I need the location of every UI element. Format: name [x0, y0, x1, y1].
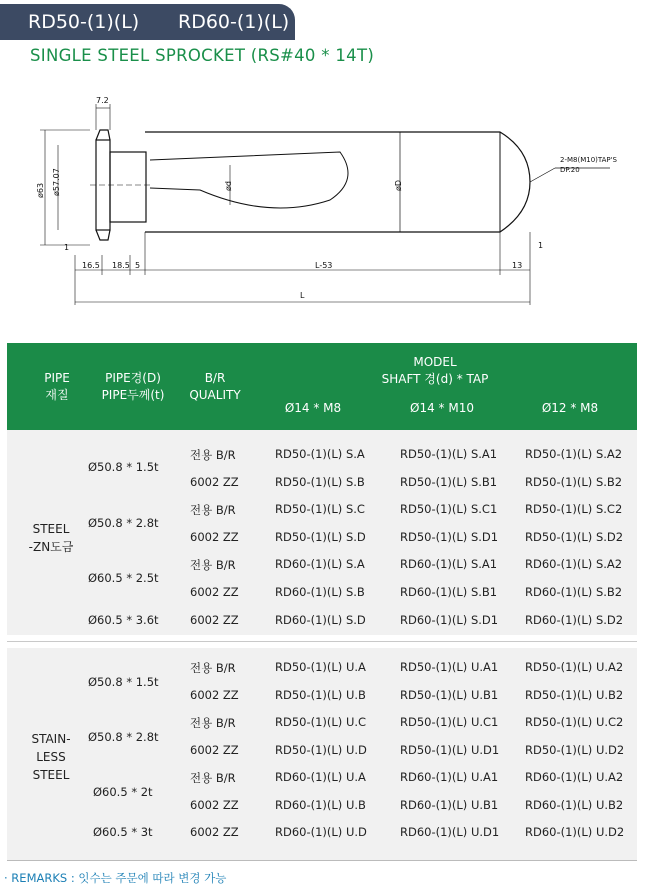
model-cell: RD50-(1)(L) S.B [275, 475, 365, 489]
model-cell: RD50-(1)(L) U.D2 [525, 743, 625, 757]
br-cell: 6002 ZZ [190, 825, 239, 839]
model-cell: RD50-(1)(L) U.B [275, 688, 366, 702]
model-cell: RD50-(1)(L) S.A1 [400, 447, 498, 461]
header-pipe-diameter: PIPE경(D) PIPE두께(t) [101, 371, 165, 402]
model-cell: RD50-(1)(L) U.B2 [525, 688, 624, 702]
dim-5: 5 [135, 261, 141, 270]
header-shaft-2: Ø14 * M10 [410, 401, 474, 415]
model-cell: RD50-(1)(L) U.C [275, 715, 367, 729]
model-cell: RD60-(1)(L) U.B2 [525, 798, 624, 812]
br-cell: 전용 B/R [190, 503, 236, 517]
table-bottom-border [7, 860, 637, 861]
dim-16-5: 16.5 [82, 261, 100, 270]
dim-l53: L-53 [315, 261, 333, 270]
br-cell: 6002 ZZ [190, 688, 239, 702]
br-cell: 전용 B/R [190, 661, 236, 675]
model-cell: RD60-(1)(L) U.A2 [525, 770, 624, 784]
model-cell: RD50-(1)(L) U.D [275, 743, 367, 757]
header-shaft-3: Ø12 * M8 [541, 401, 599, 415]
group-divider [7, 641, 637, 642]
header-pipe: PIPE 재질 [44, 371, 70, 402]
dim-57-07: ø57.07 [52, 168, 61, 196]
header-model: MODEL SHAFT 경(d) * TAP [381, 355, 489, 386]
technical-drawing [30, 90, 630, 315]
dim-63: ø63 [36, 182, 45, 198]
model-cell: RD50-(1)(L) S.A [275, 447, 365, 461]
br-cell: 전용 B/R [190, 448, 236, 462]
tap-note-2: DP.20 [560, 166, 580, 174]
model-cell: RD60-(1)(L) U.A1 [400, 770, 499, 784]
model-title-right: RD60-(1)(L) [178, 11, 290, 33]
model-cell: RD60-(1)(L) U.A [275, 770, 366, 784]
model-cell: RD60-(1)(L) S.D2 [525, 613, 624, 627]
model-cell: RD60-(1)(L) S.B [275, 585, 365, 599]
model-cell: RD50-(1)(L) S.A2 [525, 447, 623, 461]
model-cell: RD60-(1)(L) U.D [275, 825, 367, 839]
model-cell: RD60-(1)(L) U.B [275, 798, 366, 812]
br-cell: 6002 ZZ [190, 585, 239, 599]
dim-13: 13 [512, 261, 523, 270]
br-cell: 전용 B/R [190, 771, 236, 785]
remarks-note: · REMARKS : 잇수는 주문에 따라 변경 가능 [4, 871, 227, 885]
br-cell: 6002 ZZ [190, 475, 239, 489]
model-cell: RD60-(1)(L) S.A1 [400, 557, 498, 571]
dim-1-left: 1 [64, 243, 70, 252]
model-cell: RD50-(1)(L) U.A2 [525, 660, 624, 674]
model-title-left: RD50-(1)(L) [28, 11, 140, 33]
model-cell: RD50-(1)(L) S.B1 [400, 475, 498, 489]
model-cell: RD50-(1)(L) U.C2 [525, 715, 624, 729]
model-cell: RD60-(1)(L) S.D [275, 613, 366, 627]
br-cell: 6002 ZZ [190, 743, 239, 757]
size-cell: Ø60.5 * 3t [93, 825, 153, 839]
pipe-body [145, 132, 530, 232]
material-steel: STEEL -ZN도금 [28, 522, 74, 554]
dim-18-5: 18.5 [112, 261, 130, 270]
model-cell: RD50-(1)(L) S.C [275, 502, 365, 516]
dim-d: ød [224, 181, 233, 191]
model-cell: RD60-(1)(L) S.B1 [400, 585, 498, 599]
model-header-tab [0, 4, 295, 40]
product-subtitle: SINGLE STEEL SPROCKET (RS#40 * 14T) [30, 46, 375, 65]
model-cell: RD50-(1)(L) S.D [275, 530, 366, 544]
dim-1-right: 1 [538, 241, 544, 250]
model-cell: RD60-(1)(L) S.A [275, 557, 365, 571]
size-cell: Ø50.8 * 2.8t [88, 516, 159, 530]
model-cell: RD50-(1)(L) U.D1 [400, 743, 500, 757]
size-cell: Ø60.5 * 2t [93, 785, 153, 799]
size-cell: Ø50.8 * 1.5t [88, 460, 159, 474]
size-cell: Ø60.5 * 2.5t [88, 571, 159, 585]
br-cell: 전용 B/R [190, 558, 236, 572]
model-cell: RD60-(1)(L) S.D1 [400, 613, 499, 627]
model-cell: RD50-(1)(L) U.B1 [400, 688, 499, 702]
material-stainless: STAIN- LESS STEEL [31, 732, 71, 782]
size-cell: Ø60.5 * 3.6t [88, 613, 159, 627]
dim-7-2: 7.2 [96, 96, 109, 105]
model-cell: RD60-(1)(L) U.D1 [400, 825, 500, 839]
br-cell: 6002 ZZ [190, 798, 239, 812]
model-cell: RD50-(1)(L) S.D1 [400, 530, 499, 544]
br-cell: 6002 ZZ [190, 530, 239, 544]
model-cell: RD50-(1)(L) S.C1 [400, 502, 498, 516]
size-cell: Ø50.8 * 2.8t [88, 730, 159, 744]
model-cell: RD50-(1)(L) S.C2 [525, 502, 623, 516]
tap-note-1: 2-M8(M10)TAP'S [560, 156, 617, 164]
model-cell: RD60-(1)(L) S.A2 [525, 557, 623, 571]
br-cell: 6002 ZZ [190, 613, 239, 627]
model-cell: RD50-(1)(L) U.A [275, 660, 366, 674]
br-cell: 전용 B/R [190, 716, 236, 730]
dim-D: øD [394, 179, 403, 191]
model-cell: RD50-(1)(L) U.A1 [400, 660, 499, 674]
model-cell: RD60-(1)(L) U.B1 [400, 798, 499, 812]
model-cell: RD50-(1)(L) U.C1 [400, 715, 499, 729]
header-shaft-1: Ø14 * M8 [284, 401, 342, 415]
header-br-quality: B/R QUALITY [189, 371, 241, 402]
model-cell: RD60-(1)(L) S.B2 [525, 585, 623, 599]
model-cell: RD60-(1)(L) U.D2 [525, 825, 625, 839]
model-cell: RD50-(1)(L) S.D2 [525, 530, 624, 544]
shaft-curve [150, 152, 348, 208]
size-cell: Ø50.8 * 1.5t [88, 675, 159, 689]
model-cell: RD50-(1)(L) S.B2 [525, 475, 623, 489]
dim-L: L [300, 291, 305, 300]
